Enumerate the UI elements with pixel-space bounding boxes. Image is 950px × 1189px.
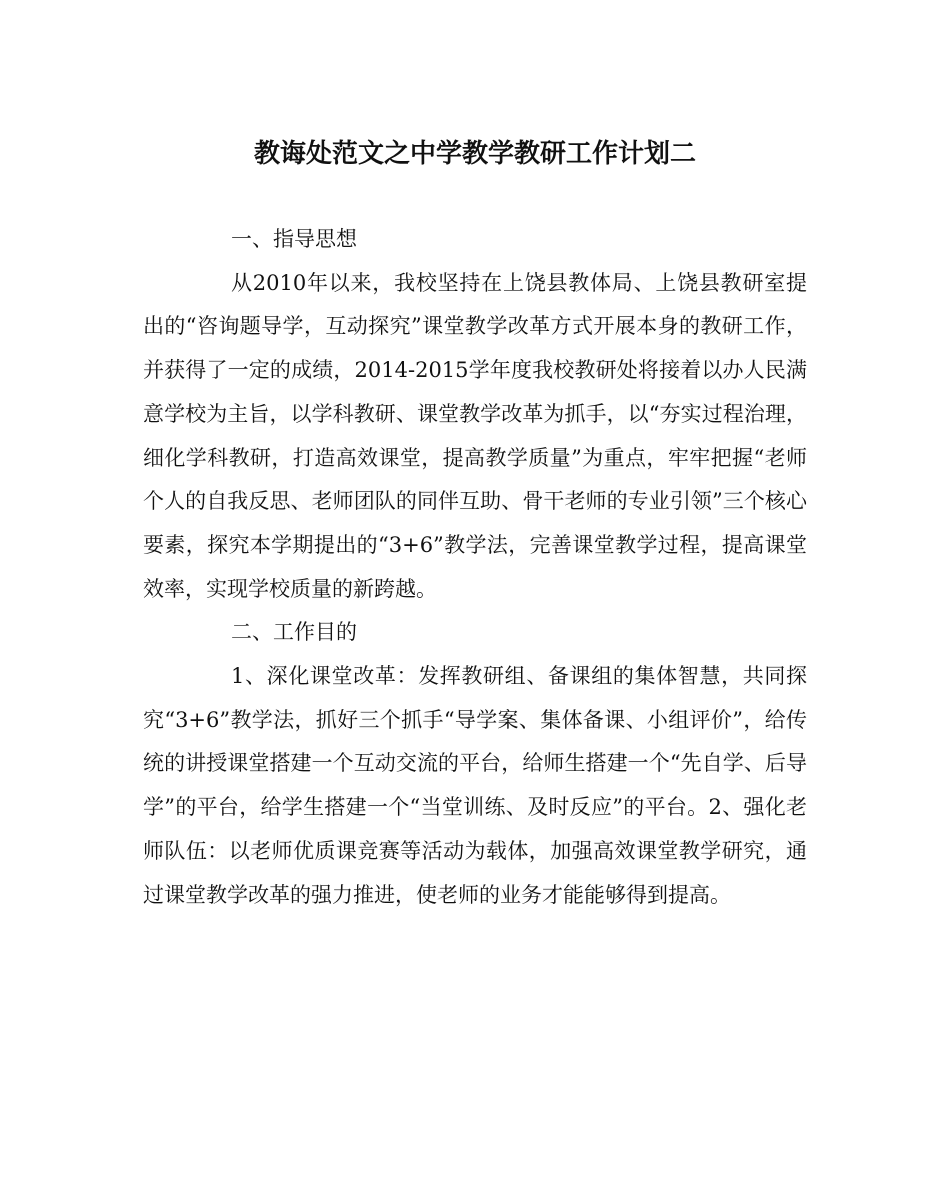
document-title: 教诲处范文之中学教学教研工作计划二 bbox=[253, 139, 696, 169]
section-heading-guiding-thought: 一、指导思想 bbox=[231, 227, 357, 251]
section-heading-work-goals: 二、工作目的 bbox=[231, 620, 357, 645]
paragraph-work-goals: 1、深化课堂改革：发挥教研组、备课组的集体智慧，共同探究“3+6”教学法，抓好三个抓手“导学案、集体备课、小组评价”，给传统的讲授课堂搭建一个互动交流的平台，给师生搭建一个“先自学、后导学”的平台，给学生搭建一个“当堂训练、及时反应”的平台。2、强化老师队伍：以老师优质课竞赛等活动为载体，加强高效课堂教学研究，通过课堂教学改革的强力推进，使老师的业务才能能够得到提高。 bbox=[143, 664, 807, 907]
document-body bbox=[143, 218, 807, 917]
paragraph-guiding-thought: 从2010年以来，我校坚持在上饶县教体局、上饶县教研室提出的“咨询题导学，互动探究”课堂教学改革方式开展本身的教研工作，并获得了一定的成绩，2014-2015学年度我校教研处将接着以办人民满意学校为主旨，以学科教研、课堂教学改革为抓手，以“夯实过程治理，细化学科教研，打造高效课堂，提高教学质量”为重点，牢牢把握“老师个人的自我反思、老师团队的同伴互助、骨干老师的专业引领”三个核心要素，探究本学期提出的“3+6”教学法，完善课堂教学过程，提高课堂效率，实现学校质量的新跨越。 bbox=[143, 270, 807, 601]
